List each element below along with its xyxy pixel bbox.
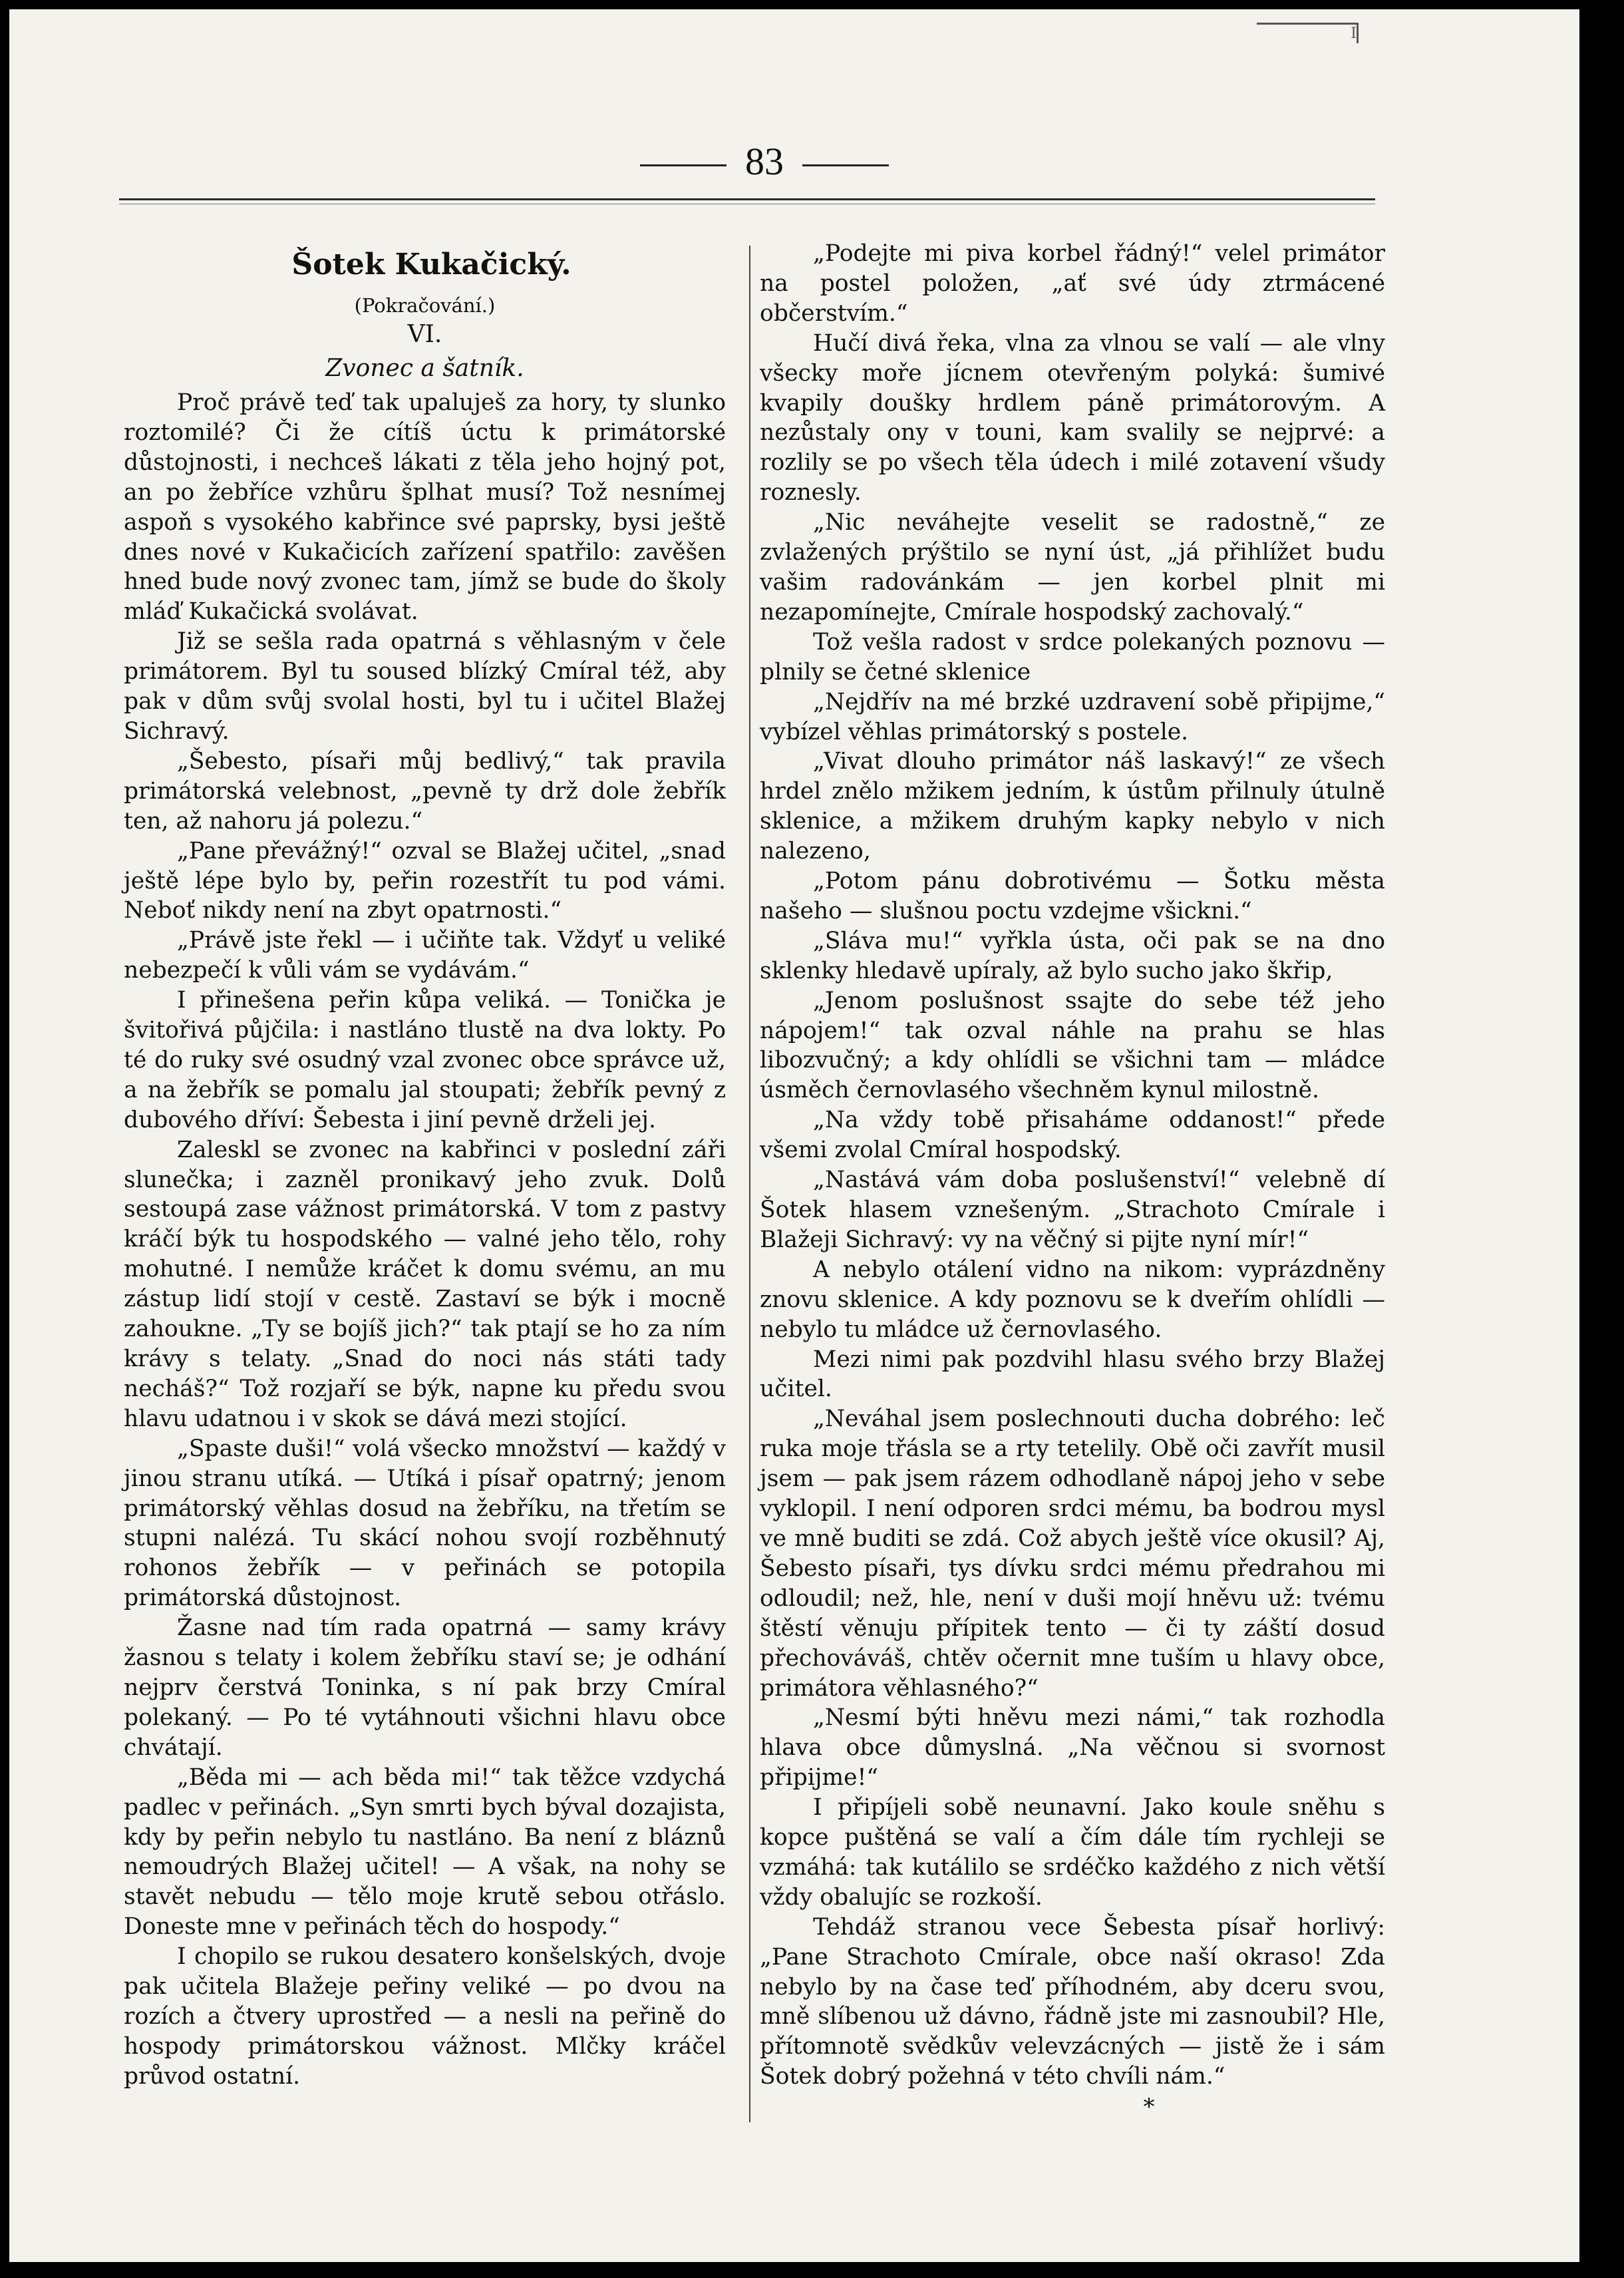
paragraph: I připíjeli sobě neunavní. Jako koule sněhu s kopce puštěná se valí a čím dále tím rychleji se vzmáhá: tak kutálilo se srdéčko každého z nich větší vždy obalujíc se rozkoší.: [760, 1794, 1385, 1911]
paragraph: „Pane převážný!“ ozval se Blažej učitel, „snad ještě lépe bylo by, peřin rozestřít tu pod vámi. Neboť nikdy není na zbyt opatrnosti.“: [124, 837, 726, 924]
paragraph: Žasne nad tím rada opatrná — samy krávy žasnou s telaty i kolem žebříku staví se; je odhání nejprv čerstvá Toninka, s ní pak brzy Cmíral polekaný. — Po té vytáhnouti všichni hlavu obce chvátají.: [124, 1614, 726, 1761]
chapter-title: Zvonec a šatník.: [325, 355, 524, 382]
right-column: [760, 239, 1385, 2122]
paragraph: Hučí divá řeka, vlna za vlnou se valí — ale vlny všecky moře jícnem otevřeným polyká: šumivé kvapily doušky hrdlem páně primátorovým. A nezůstaly ony v touni, kam svalily se nejprvé: a rozlily se po všech těla údech i milé zotavení všudy roznesly.: [760, 329, 1385, 506]
paragraph: I chopilo se rukou desatero konšelských, dvoje pak učitela Blažeje peřiny veliké — po dvou na rozích a čtvery uprostřed — a nesli na peřině do hospody primátorskou vážnost. Mlčky kráčel průvod ostatní.: [124, 1943, 726, 2090]
paragraph: „Běda mi — ach běda mi!“ tak těžce vzdychá padlec v peřinách. „Syn smrti bych býval dozajista, kdy by peřin nebylo tu nastláno. Ba není z bláznů nemoudrých Blažej učitel! — A však, na nohy se stavět nebudu — tělo moje krutě sebou otřáslo. Doneste mne v peřinách těch do hospody.“: [124, 1764, 726, 1941]
scanned-page: [9, 9, 1579, 2262]
left-column: [124, 239, 726, 2092]
corner-library-mark: I: [1257, 23, 1359, 43]
paragraph: „Nesmí býti hněvu mezi námi,“ tak rozhodla hlava obce důmyslná. „Na věčnou si svornost připijme!“: [760, 1704, 1385, 1792]
column-divider: [749, 246, 750, 2122]
paragraph: „Nic neváhejte veselit se radostně,“ ze zvlažených prýštilo se nyní úst, „já přihlížet budu vašim radovánkám — jen korbel plnit mi nezapomínejte, Cmírale hospodský zachovalý.“: [760, 509, 1385, 626]
continuation-note: (Pokračování.): [354, 294, 496, 317]
header-rule: [119, 198, 1375, 200]
paragraph: Tož vešla radost v srdce polekaných poznovu — plnily se četné sklenice: [760, 628, 1385, 685]
paragraph: Zaleskl se zvonec na kabřinci v poslední záři slunečka; i zazněl pronikavý jeho zvuk. Dolů sestoupá zase vážnost primátorská. V tom z pastvy kráčí býk tu hospodského — valné jeho tělo, rohy mohutné. I nemůže kráčet k domu svému, an mu zástup lidí stojí v cestě. Zastaví se býk i mocně zahoukne. „Ty se bojíš jich?“ tak ptají se ho za ním krávy s telaty. „Snad do noci nás státi tady necháš?“ Tož rozjaří se býk, napne ku předu svou hlavu udatnou i v skok se dává mezi stojící.: [124, 1136, 726, 1432]
paragraph: Mezi nimi pak pozdvihl hlasu svého brzy Blažej učitel.: [760, 1346, 1385, 1403]
left-dash-rule: [640, 164, 727, 166]
paragraph: A nebylo otálení vidno na nikom: vyprázdněny znovu sklenice. A kdy poznovu se k dveřím ohlídli — nebylo tu mládce už černovlasého.: [760, 1256, 1385, 1343]
page-number-text: 83: [745, 140, 784, 183]
paragraph: „Jenom poslušnost ssajte do sebe též jeho nápojem!“ tak ozval náhle na prahu se hlas libozvučný; a kdy ohlídli se všichni tam — mládce úsměch černovlasého všechněm kynul milostně.: [760, 987, 1385, 1104]
paragraph: Proč právě teď tak upaluješ za hory, ty slunko roztomilé? Či že cítíš úctu k primátorské důstojnosti, i nechceš lákati z těla jeho hojný pot, an po žebříce vzhůru šplhat musí? Tož nesnímej aspoň s vysokého kabřince své paprsky, bysi ještě dnes nové v Kukačicích zařízení spatřilo: zavěšen hned bude nový zvonec tam, jímž se bude do školy mláď Kukačická svolávat.: [124, 389, 726, 626]
right-dash-rule: [802, 164, 889, 166]
paragraph: „Šebesto, písaři můj bedlivý,“ tak pravila primátorská velebnost, „pevně ty drž dole žebřík ten, až nahoru já polezu.“: [124, 747, 726, 835]
article-title: Šotek Kukačický.: [291, 248, 571, 282]
paragraph: „Sláva mu!“ vyřkla ústa, oči pak se na dno sklenky hledavě upíraly, až bylo sucho jako škřip,: [760, 927, 1385, 984]
paragraph: „Vivat dlouho primátor náš laskavý!“ ze všech hrdel znělo mžikem jedním, k ústům přilnuly útulně sklenice, a mžikem druhým kapky nebylo v nich nalezeno,: [760, 748, 1385, 865]
paragraph: „Potom pánu dobrotivému — Šotku města našeho — slušnou poctu vzdejme všickni.“: [760, 868, 1385, 924]
end-mark: *: [1143, 2094, 1155, 2121]
paragraph: „Spaste duši!“ volá všecko množství — každý v jinou stranu utíká. — Utíká i písař opatrný; jenom primátorský věhlas dosud na žebříku, na třetím se stupni nalézá. Tu skácí nohou svojí rozběhnutý rohonos žebřík — v peřinách se potopila primátorská důstojnost.: [124, 1435, 726, 1612]
chapter-number: VI.: [407, 321, 442, 348]
paragraph: Tehdáž stranou vece Šebesta písař horlivý: „Pane Strachoto Cmírale, obce naší okraso! Zda nebylo by na čase teď příhodném, aby dceru svou, mně slíbenou už dávno, řádně jste mi zasnoubil? Hle, přítomnotě svědkův velevzácných — jistě že i sám Šotek dobrý požehná v této chvíli nám.“: [760, 1913, 1385, 2090]
paragraph: „Právě jste řekl — i učiňte tak. Vždyť u veliké nebezpečí k vůli vám se vydávám.“: [124, 927, 726, 984]
paragraph: Již se sešla rada opatrná s věhlasným v čele primátorem. Byl tu soused blízký Cmíral též, aby pak v dům svůj svolal hosti, byl tu i učitel Blažej Sichravý.: [124, 628, 726, 745]
paragraph: „Nastává vám doba poslušenství!“ velebně dí Šotek hlasem vznešeným. „Strachoto Cmírale i Blažeji Sichravý: vy na věčný si pijte nyní mír!“: [760, 1167, 1385, 1253]
paragraph: „Podejte mi piva korbel řádný!“ velel primátor na postel položen, „ať své údy ztrmácené občerstvím.“: [760, 240, 1385, 327]
page-number: [9, 139, 1520, 184]
paragraph: I přinešena peřin kůpa veliká. — Tonička je švitořivá půjčila: i nastláno tlustě na dva lokty. Po té do ruky své osudný vzal zvonec obce správce už, a na žebřík se pomalu jal stoupati; žebřík pevný z dubového dříví: Šebesta i jiní pevně drželi jej.: [124, 987, 726, 1133]
paragraph: „Neváhal jsem poslechnouti ducha dobrého: leč ruka moje třásla se a rty tetelily. Obě oči zavřít musil jsem — pak jsem rázem odhodlaně nápoj jeho v sebe vyklopil. I není odporen srdci mému, ba bodrou mysl ve mně buditi se zdá. Což abych ještě více okusil? Aj, Šebesto písaři, tys dívku srdci mému předrahou mi odloudil; než, hle, není v duši mojí hněvu už: tvému štěstí věnuju přípitek tento — či ty záští dosud přechováváš, chtěv očernit mne tuším u hlavy obce, primátora věhlasného?“: [760, 1406, 1385, 1702]
paragraph: „Nejdřív na mé brzké uzdravení sobě připijme,“ vybízel věhlas primátorský s postele.: [760, 688, 1385, 745]
paragraph: „Na vždy tobě přisaháme oddanost!“ přede všemi zvolal Cmíral hospodský.: [760, 1107, 1385, 1164]
